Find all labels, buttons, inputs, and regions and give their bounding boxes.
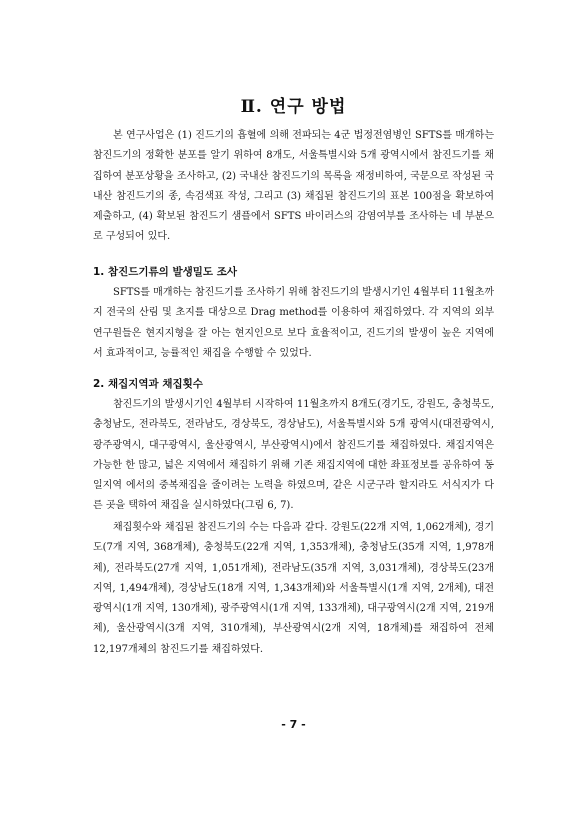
page-title: Ⅱ. 연구 방법 [240,97,347,117]
collection-counts-paragraph: 채집횟수와 채집된 참진드기의 수는 다음과 같다. 강원도(22개 지역, 1,062개체), 경기도(7개 지역, 368개체), 충청북도(22개 지역, 1,353개체), 충청남도(35개 지역, 1,978개체), 전라북도(27개 지역, 1,051개체), 전라남도(35개 지역, 3,031개체), 경상북도(23개 지역, 1,494개체), 경상남도(18개 지역, 1,343개체)와 서울특별시(1개 지역, 2개체), 대전광역시(1개 지역, 130개체), 광주광역시(1개 지역, 133개체), 대구광역시(2개 지역, 219개체), 울산광역시(3개 지역, 310개체), 부산광역시(2개 지역, 18개체)를 채집하여 전체 12,197개체의 참진드기를 채집하였다. [93,522,494,655]
page-number: - 7 - [281,718,306,731]
section-heading-collection-areas: 2. 채집지역과 채집횟수 [93,378,203,390]
density-survey-paragraph: SFTS를 매개하는 참진드기를 조사하기 위해 참진드기의 발생시기인 4월부터 11월초까지 전국의 산림 및 초지를 대상으로 Drag method를 이용하여 채집하였다. 각 지역의 외부연구원들은 현지지형을 잘 아는 현지인으로 보다 효율적이고, 진드기의 발생이 높은 지역에서 효과적이고, 능률적인 채집을 수행할 수 있었다. [93,287,494,359]
collection-areas-paragraph: 참진드기의 발생시기인 4월부터 시작하여 11월초까지 8개도(경기도, 강원도, 충청북도, 충청남도, 전라북도, 전라남도, 경상북도, 경상남도), 서울특별시와 5개 광역시(대전광역시, 광주광역시, 대구광역시, 울산광역시, 부산광역시)에서 참진드기를 채집하였다. 채집지역은 가능한 한 많고, 넓은 지역에서 채집하기 위해 기존 채집지역에 대한 좌표정보를 공유하여 동일지역 에서의 중복채집을 줄이려는 노력을 하였으며, 같은 시군구라 할지라도 서식지가 다른 곳을 택하여 채집을 실시하였다(그림 6, 7). [93,399,494,512]
section-heading-density-survey: 1. 참진드기류의 발생밀도 조사 [93,266,237,278]
intro-paragraph: 본 연구사업은 (1) 진드기의 흡혈에 의해 전파되는 4군 법정전염병인 SFTS를 매개하는 참진드기의 정확한 분포를 알기 위하여 8개도, 서울특별시와 5개 광역시에서 참진드기를 채집하여 분포상황을 조사하고, (2) 국내산 참진드기의 목록을 재정비하여, 국문으로 작성된 국내산 참진드기의 종, 속검색표 작성, 그리고 (3) 채집된 참진드기의 표본 100점을 확보하여 제출하고, (4) 확보된 참진드기 샘플에서 SFTS 바이러스의 감염여부를 조사하는 네 부분으로 구성되어 있다. [93,130,494,243]
